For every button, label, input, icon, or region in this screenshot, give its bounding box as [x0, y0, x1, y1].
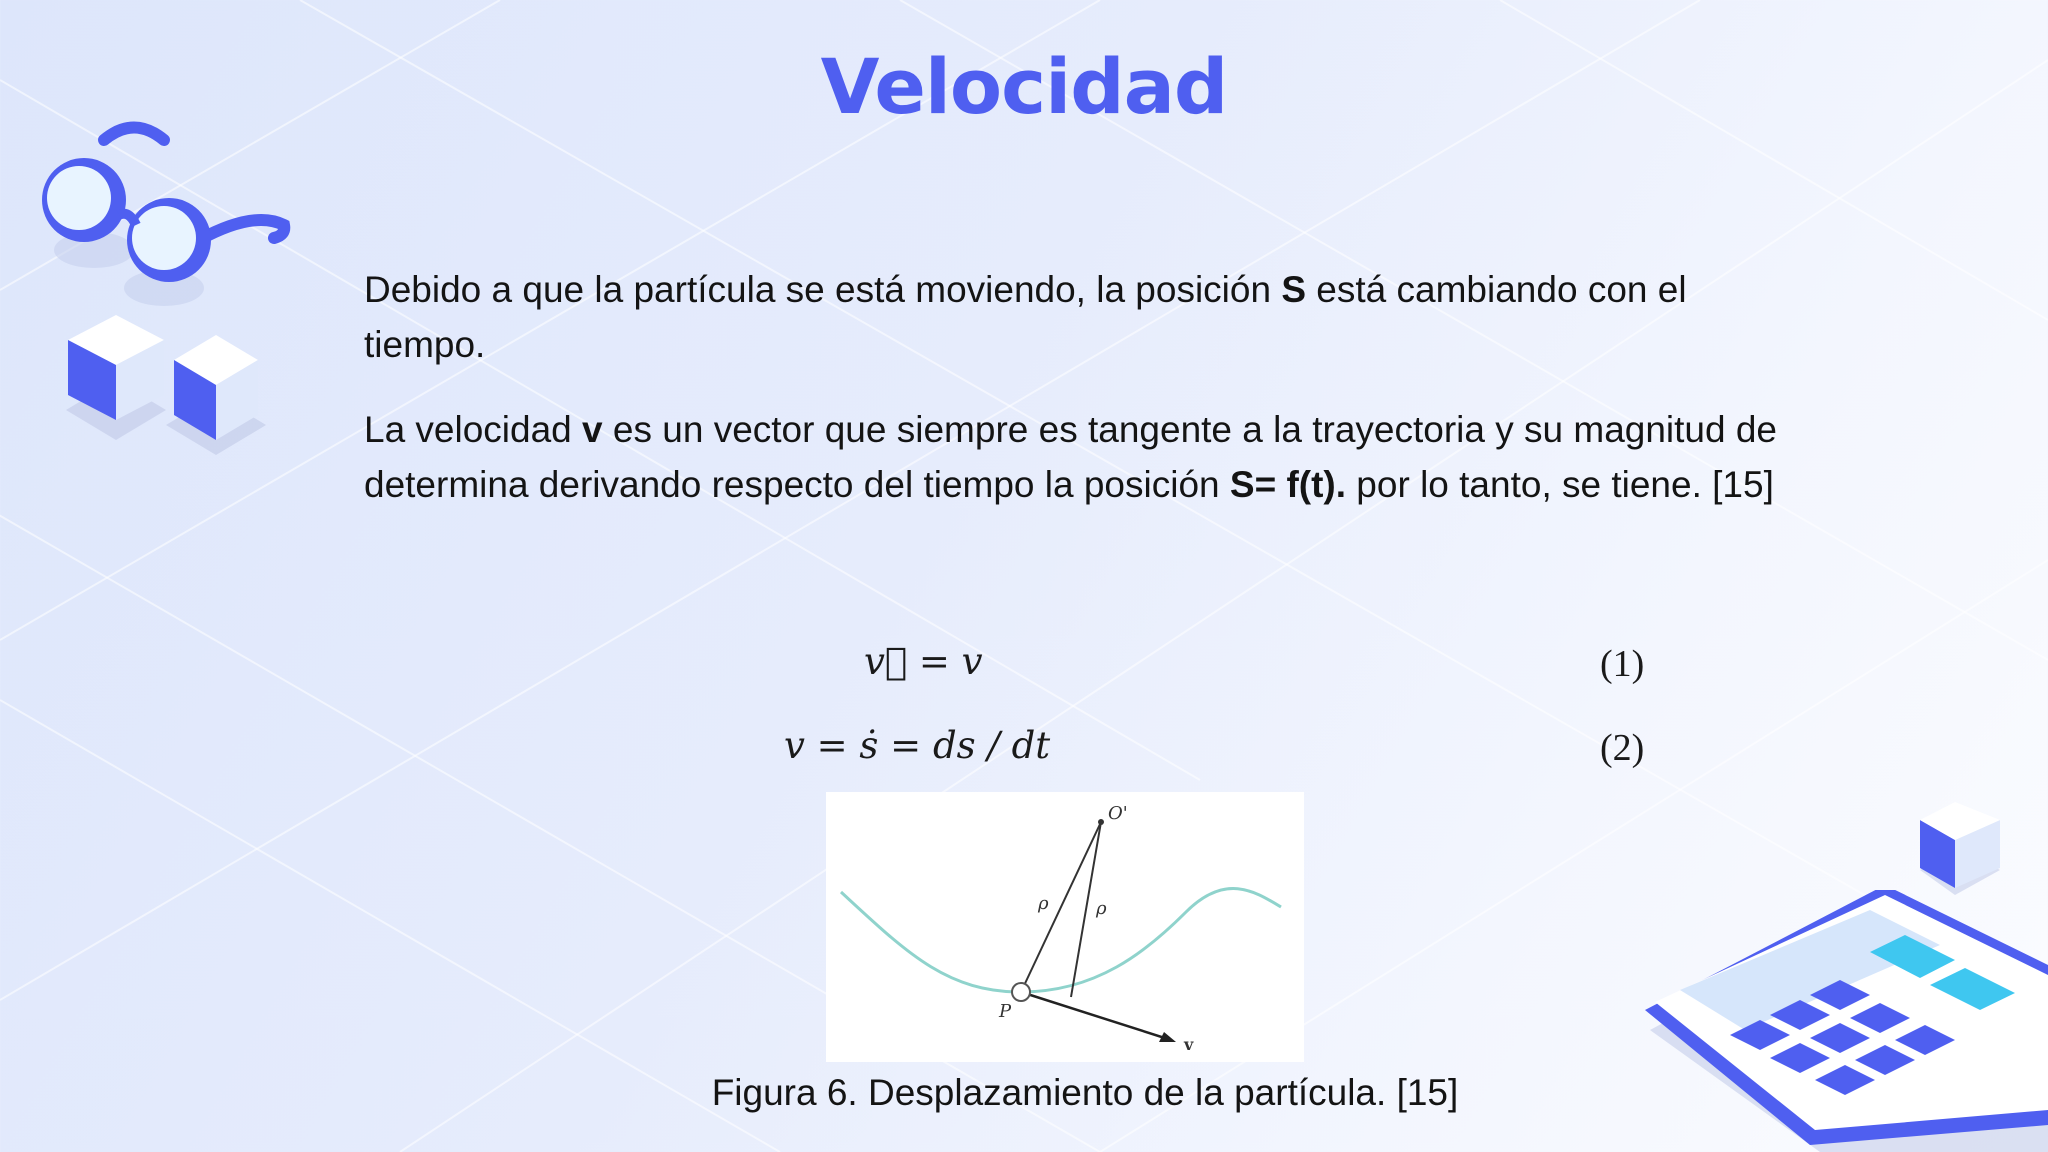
- particle-point: [1012, 983, 1030, 1001]
- bold-term: S= f(t).: [1229, 464, 1347, 505]
- point-label: P: [999, 1001, 1012, 1022]
- figure-caption: Figura 6. Desplazamiento de la partícula. [15]: [711, 1072, 1459, 1113]
- equation-1-number: (1): [1600, 643, 1645, 685]
- rho-label-1: ρ: [1038, 893, 1049, 914]
- paragraph-text: Debido a que la partícula se está moviendo, la posición: [364, 269, 1282, 310]
- cubes-illustration: [56, 310, 276, 460]
- velocity-arrowhead: [1159, 1032, 1176, 1042]
- paragraph-text: está cambiando con el tiempo.: [364, 269, 1687, 365]
- particle-displacement-figure: [826, 792, 1304, 1062]
- trajectory-curve: [841, 889, 1281, 992]
- paragraph-velocity: [364, 402, 1814, 512]
- paragraph-position: [364, 262, 1814, 372]
- slide-title: Velocidad: [820, 42, 1228, 131]
- paragraph-text: es un vector que siempre es tangente a la trayectoria y su magnitud de determina derivando respecto del tiempo la posición: [364, 409, 1778, 505]
- glasses-illustration: [24, 120, 294, 310]
- rho-label-2: ρ: [1096, 898, 1107, 919]
- origin-point: [1098, 819, 1104, 825]
- paragraph-text: La velocidad: [364, 409, 583, 450]
- equation-2: v = ṡ = ds / dt: [784, 724, 1051, 767]
- radius-line-1: [1021, 822, 1101, 992]
- bold-term: v: [582, 409, 603, 450]
- paragraph-text: por lo tanto, se tiene. [15]: [1346, 464, 1774, 505]
- origin-label: O': [1108, 803, 1128, 824]
- equation-2-number: (2): [1600, 727, 1645, 769]
- velocity-vector: [1021, 992, 1171, 1040]
- velocity-label: v: [1184, 1035, 1194, 1054]
- bold-term: S: [1281, 269, 1307, 310]
- equation-1: v⃗ = v: [864, 640, 983, 683]
- figure-diagram: [826, 792, 1304, 1062]
